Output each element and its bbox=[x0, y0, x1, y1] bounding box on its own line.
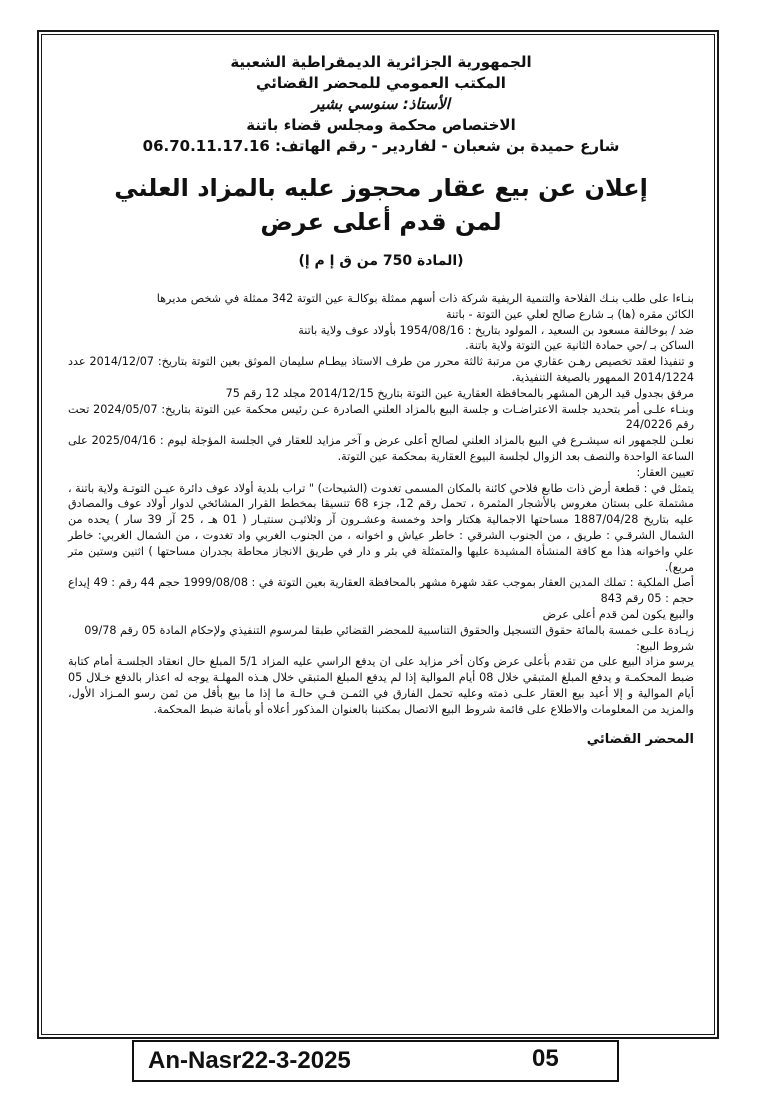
paragraph: يرسو مزاد البيع على من تقدم بأعلى عرض وكان أخر مزايد على ان يدفع الراسي عليه المزاد 5/1 المبلغ حال انعقاد الجلسـة أمام كتابة ضبط المحكمـة و يدفع المبلغ المتبقي خلال 08 أيام الموالية إذا لم يدفع المبلغ المتبقي خلال هـذه المهلـة يوجه له اعذار بالدفع خـلال 05 أيام الموالية و إلا أعيد بيع العقار علـى ذمته وعليه تحمل الفارق في الثمـن فـي حالـة ما إذا ما بيع بأقل من ثمن رسو المـزاد الأول، والمزيد من المعلومات والاطلاع على قائمة شروط البيع الاتصال بمكتبنا بالعنوان المذكور أعلاه أو بأمانة ضبط المحكمة. bbox=[68, 655, 694, 716]
title-line-1: إعلان عن بيع عقار محجوز عليه بالمزاد العلني bbox=[114, 174, 648, 202]
publication-label: An-Nasr22-3-2025 bbox=[148, 1047, 351, 1074]
paragraph: أصل الملكية : تملك المدين العقار بموجب عقد شهرة مشهر بالمحافظة العقارية بعين التوتة في : 1999/08/08 حجم 44 رقم : 49 إيداع حجم : 05 رقم 843 bbox=[68, 576, 695, 606]
announcement bbox=[68, 52, 694, 747]
header-bailiff: الأستاذ: سنوسي بشير bbox=[312, 95, 450, 113]
paragraph: بنـاءا على طلب بنـك الفلاحة والتنمية الريفية شركة ذات أسهم ممثلة بوكالـة عين التوتة 342 ممثلة في شخص مديرها bbox=[156, 292, 694, 305]
announcement-body bbox=[68, 291, 694, 718]
paragraph: زيـادة علـى خمسة بالمائة حقوق التسجيل والحقوق التناسبية للمحضر القضائي طبقا لمرسوم التنفيذي ولإحكام المادة 05 رقم 09/78 bbox=[84, 623, 694, 637]
page-number: 05 bbox=[532, 1045, 559, 1072]
paragraph: الساكن بـ /حي حمادة الثانية عين التوتة ولاية باتنة. bbox=[465, 339, 694, 353]
legal-article: (المادة 750 من ق إ م إ) bbox=[298, 253, 464, 269]
paragraph: ضد / بوخالفة مسعود بن السعيد ، المولود بتاريخ : 1954/08/16 بأولاد عوف ولاية باتنة bbox=[298, 323, 694, 337]
header-office: المكتب العمومي للمحضر القضائي bbox=[256, 74, 506, 92]
section-heading: شروط البيع: bbox=[636, 639, 694, 653]
header-republic: الجمهورية الجزائرية الديمقراطية الشعبية bbox=[230, 53, 532, 71]
header-jurisdiction: الاختصاص محكمة ومجلس قضاء باتنة bbox=[246, 116, 516, 134]
title-line-2: لمن قدم أعلى عرض bbox=[260, 208, 502, 236]
letterhead bbox=[68, 52, 694, 157]
footer-bar bbox=[132, 1040, 619, 1082]
paragraph: و تنفيذا لعقد تخصيص رهـن عقاري من مرتبة ثالثة محرر من طرف الاستاذ بيطـام سليمان الموثق بعين التوتة بتاريخ: 2014/12/07 عدد 2014/1224 الممهور بالصيغة التنفيذية. bbox=[68, 355, 694, 384]
header-address: شارع حميدة بن شعبان - لفاردير - رقم الهاتف: 06.70.11.17.16 bbox=[142, 137, 620, 155]
paragraph: وبنـاء علـى أمر بتحديد جلسة الاعتراضـات و جلسة البيع بالمزاد العلني الصادرة عـن رئيس محكمة عين التوتة بتاريخ: 2024/05/07 تحت رقم 24/0226 bbox=[68, 402, 694, 432]
paragraph: مرفق بجدول قيد الرهن المشهر بالمحافظة العقارية عين التوتة بتاريخ 2014/12/15 مجلد 12 رقم 75 bbox=[225, 386, 694, 400]
paragraph: الكائن مقره (ها) بـ شارع صالح لعلي عين التوتة - باتنة bbox=[445, 307, 694, 321]
signature: المحضر القضائي bbox=[586, 731, 694, 747]
announcement-title bbox=[68, 171, 694, 239]
paragraph: والبيع يكون لمن قدم أعلى عرض bbox=[542, 607, 694, 621]
section-heading: تعيين العقار: bbox=[636, 465, 694, 479]
paragraph: نعلـن للجمهور انه سيشـرع في البيع بالمزاد العلني لصالح أعلى عرض و آخر مزايد للعقار في الجلسة المؤجلة ليوم : 2025/04/16 على الساعة الواحدة والنصف بعد الزوال لجلسة البيوع العقارية بمحكمة عين التوتة. bbox=[68, 434, 694, 463]
paragraph: يتمثل في : قطعة أرض ذات طابع فلاحي كائنة بالمكان المسمى تغدوت (الشيحات) " تراب بلدية أولاد عوف دائرة عيـن التوتـة ولاية باتنة ، مشتملة على بستان مغروس بالأشجار المثمرة ، تحمل رقم 12، جزء 68 تنسيقا بمخطط القرار المشائخي لدوار أولاد عوف والمصادق عليه بتاريخ 1887/04/28 مساحتها الاجمالية هكتار واحد وخمسة وعشـرون آر وثلاثيـن سنتيـار ( 01 هـ ، 25 آر 39 سار ) يحده من الشمال الشرقـي : طريق ، من الجنوب الشرقي : خاطر عياش و اخوانه ، من الجنوب الغربي واد تغدوت ، من الشمال الغربي: خاطر علي واخوانه هذا مع كافة المنشأة المشيدة عليها والمتمثلة في بئر و دار في طريق الانجاز محاطة بجدران مساحتها ) اثنين وستين متر مربع). bbox=[68, 481, 694, 574]
